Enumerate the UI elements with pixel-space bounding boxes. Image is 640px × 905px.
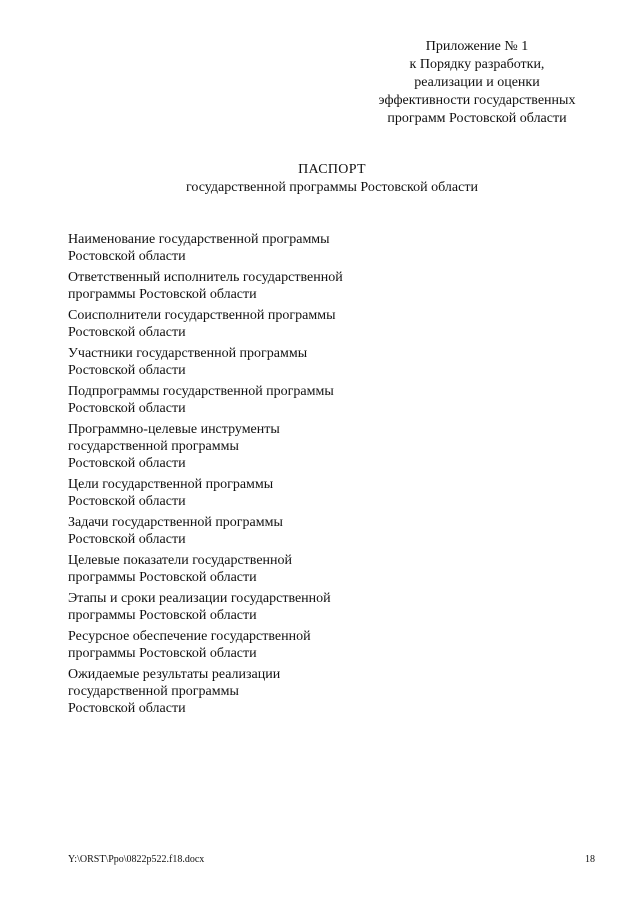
document-title <box>0 161 640 197</box>
item-line: Этапы и сроки реализации государственной <box>68 591 331 606</box>
appendix-line: реализации и оценки <box>414 75 540 90</box>
item-line: Ростовской области <box>68 494 186 509</box>
appendix-line: к Порядку разработки, <box>409 57 545 72</box>
item-line: программы Ростовской области <box>68 570 257 585</box>
item-line: Подпрограммы государственной программы <box>68 384 334 399</box>
page-number: 18 <box>585 854 595 865</box>
item-line: Ресурсное обеспечение государственной <box>68 629 311 644</box>
list-item <box>68 666 408 717</box>
list-item <box>68 590 408 624</box>
item-line: Ответственный исполнитель государственной <box>68 270 343 285</box>
item-line: Ростовской области <box>68 456 186 471</box>
title-subtitle: государственной программы Ростовской области <box>186 180 478 195</box>
list-item <box>68 307 408 341</box>
item-line: Ростовской области <box>68 249 186 264</box>
item-line: Ростовской области <box>68 532 186 547</box>
item-line: Программно-целевые инструменты <box>68 422 280 437</box>
appendix-header <box>277 38 640 128</box>
appendix-line: эффективности государственных <box>378 93 576 108</box>
item-line: Задачи государственной программы <box>68 515 283 530</box>
list-item <box>68 514 408 548</box>
list-item <box>68 628 408 662</box>
appendix-line: программ Ростовской области <box>387 111 567 126</box>
list-item <box>68 383 408 417</box>
item-line: программы Ростовской области <box>68 287 257 302</box>
title-passport: ПАСПОРТ <box>298 162 366 177</box>
list-item <box>68 269 408 303</box>
item-line: государственной программы <box>68 684 239 699</box>
item-line: программы Ростовской области <box>68 646 257 661</box>
appendix-line: Приложение № 1 <box>425 39 529 54</box>
item-line: Наименование государственной программы <box>68 232 330 247</box>
list-item <box>68 345 408 379</box>
item-line: Ростовской области <box>68 701 186 716</box>
list-item <box>68 421 408 472</box>
item-line: Цели государственной программы <box>68 477 274 492</box>
list-item <box>68 476 408 510</box>
item-line: Соисполнители государственной программы <box>68 308 336 323</box>
item-line: программы Ростовской области <box>68 608 257 623</box>
item-line: Ростовской области <box>68 325 186 340</box>
list-item <box>68 231 408 265</box>
item-line: Ростовской области <box>68 401 186 416</box>
item-line: государственной программы <box>68 439 239 454</box>
item-line: Участники государственной программы <box>68 346 308 361</box>
item-line: Целевые показатели государственной <box>68 553 293 568</box>
passport-items-list <box>68 231 408 721</box>
item-line: Ожидаемые результаты реализации <box>68 667 281 682</box>
list-item <box>68 552 408 586</box>
footer-file-path: Y:\ORST\Ppo\0822p522.f18.docx <box>68 854 205 865</box>
item-line: Ростовской области <box>68 363 186 378</box>
